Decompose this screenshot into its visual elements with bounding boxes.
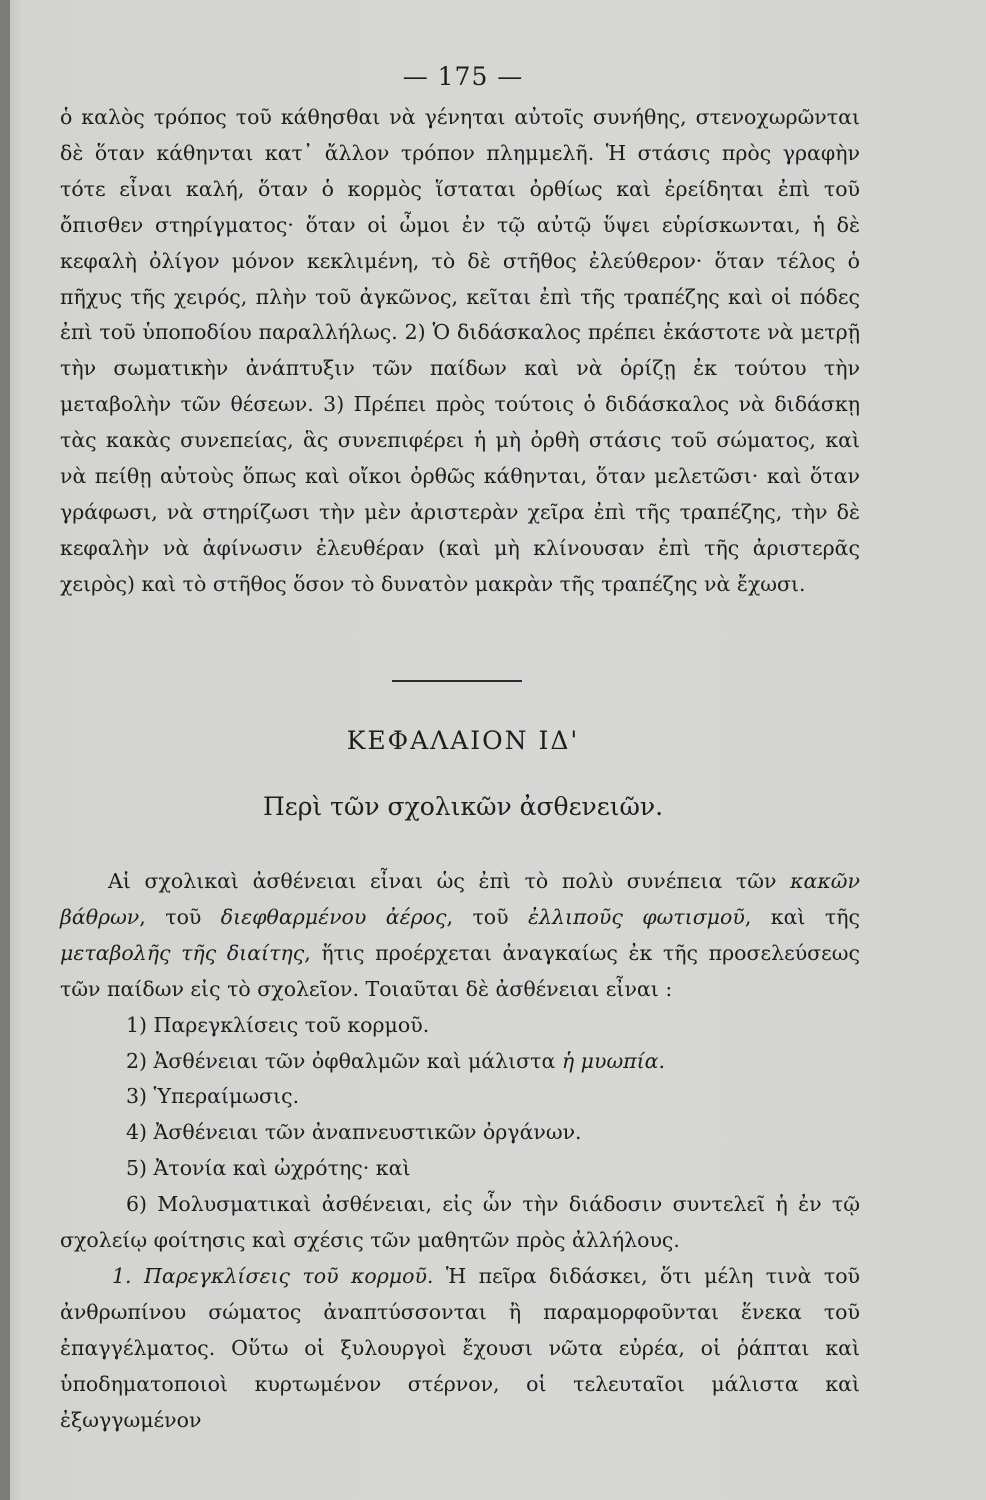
list-item-6: 6) Μολυσματικαὶ ἀσθένειαι, εἰς ὧν τὴν διάδοσιν συντελεῖ ἡ ἐν τῷ σχολείῳ φοίτησις καὶ σχέσις τῶν μαθητῶν πρὸς ἀλλήλους.	[60, 1192, 860, 1253]
chapter-subtitle: Περὶ τῶν σχολικῶν ἀσθενειῶν.	[262, 792, 664, 821]
intro-text-5: , ἥτις προέρχεται ἀναγκαίως ἐκ τῆς προσελεύσεως τῶν παίδων εἰς τὸ σχολεῖον. Τοιαῦται δὲ ἀσθένειαι εἶναι :	[60, 940, 860, 1001]
chapter-body	[60, 864, 860, 1439]
intro-italic-3: ἐλλιποῦς φωτισμοῦ	[528, 904, 745, 929]
list-item-1: 1) Παρεγκλίσεις τοῦ κορμοῦ.	[126, 1012, 430, 1037]
section-1-paragraph	[60, 1259, 860, 1439]
page-number: — 175 —	[402, 62, 524, 91]
intro-text-3: , τοῦ	[446, 904, 529, 929]
top-paragraph-block	[60, 100, 860, 603]
list-item-3: 3) Ὑπεραίμωσις.	[126, 1084, 300, 1109]
list-item-4: 4) Ἀσθένειαι τῶν ἀναπνευστικῶν ὀργάνων.	[126, 1120, 582, 1145]
intro-paragraph	[60, 864, 860, 1008]
intro-italic-1: κακῶν βάθρων	[60, 869, 860, 929]
intro-text-4: , καὶ τῆς	[744, 904, 860, 929]
list-item-2-text: 2) Ἀσθένειαι τῶν ὀφθαλμῶν καὶ μάλιστα	[126, 1048, 562, 1073]
chapter-title: ΚΕΦΑΛΑΙΟΝ ΙΔ'	[346, 726, 580, 755]
section-1-heading: 1. Παρεγκλίσεις τοῦ κορμοῦ.	[112, 1263, 434, 1288]
top-paragraph: ὁ καλὸς τρόπος τοῦ κάθησθαι νὰ γένηται αὐτοῖς συνήθης, στενοχωρῶνται δὲ ὅταν κάθηνται κατ᾽ ἄλλον τρόπον πλημμελῆ. Ἡ στάσις πρὸς γραφὴν τότε εἶναι καλή, ὅταν ὁ κορμὸς ἵσταται ὀρθίως καὶ ἐρείδηται ἐπὶ τοῦ ὄπισθεν στηρίγματος· ὅταν οἱ ὦμοι ἐν τῷ αὐτῷ ὕψει εὑρίσκωνται, ἡ δὲ κεφαλὴ ὀλίγον μόνον κεκλιμένη, τὸ δὲ στῆθος ἐλεύθερον· ὅταν τέλος ὁ πῆχυς τῆς χειρός, πλὴν τοῦ ἀγκῶνος, κεῖται ἐπὶ τῆς τραπέζης καὶ οἱ πόδες ἐπὶ τοῦ ὑποποδίου παραλλήλως. 2) Ὁ διδάσκαλος πρέπει ἑκάστοτε νὰ μετρῇ τὴν σωματικὴν ἀνάπτυξιν τῶν παίδων καὶ νὰ ὁρίζῃ ἐκ τούτου τὴν μεταβολὴν τῶν θέσεων. 3) Πρέπει πρὸς τούτοις ὁ διδάσκαλος νὰ διδάσκῃ τὰς κακὰς συνεπείας, ἃς συνεπιφέρει ἡ μὴ ὀρθὴ στάσις τοῦ σώματος, καὶ νὰ πείθῃ αὐτοὺς ὅπως καὶ οἴκοι ὀρθῶς κάθηνται, ὅταν μελετῶσι· καὶ ὅταν γράφωσι, νὰ στηρίζωσι τὴν μὲν ἀριστερὰν χεῖρα ἐπὶ τῆς τραπέζης, τὴν δὲ κεφαλὴν νὰ ἀφίνωσιν ἐλευθέραν (καὶ μὴ κλίνουσαν ἐπὶ τῆς ἀριστερᾶς χειρὸς) καὶ τὸ στῆθος ὅσον τὸ δυνατὸν μακρὰν τῆς τραπέζης νὰ ἔχωσι.	[60, 105, 860, 596]
intro-italic-4: μεταβολῆς τῆς διαίτης	[60, 940, 305, 965]
list-item-2-italic: ἡ μυωπία.	[561, 1048, 666, 1073]
intro-text-1: Αἱ σχολικαὶ ἀσθένειαι εἶναι ὡς ἐπὶ τὸ πολὺ συνέπεια τῶν	[108, 869, 791, 893]
list-item-2	[60, 1044, 860, 1080]
intro-text-2: , τοῦ	[139, 904, 221, 929]
intro-italic-2: διεφθαρμένου ἀέρος	[220, 904, 447, 929]
section-1-text: Ἡ πεῖρα διδάσκει, ὅτι μέλη τινὰ τοῦ ἀνθρωπίνου σώματος ἀναπτύσσονται ἢ παραμορφοῦνται ἕνεκα τοῦ ἐπαγγέλματος. Οὕτω οἱ ξυλουργοὶ ἔχουσι νῶτα εὐρέα, οἱ ῥάπται καὶ ὑποδηματοποιοὶ κυρτωμένον στέρνον, οἱ τελευταῖοι μάλιστα καὶ ἐξωγγωμένον	[60, 1263, 861, 1432]
list-item-5: 5) Ἀτονία καὶ ὠχρότης· καὶ	[126, 1156, 411, 1181]
section-divider	[392, 680, 522, 682]
